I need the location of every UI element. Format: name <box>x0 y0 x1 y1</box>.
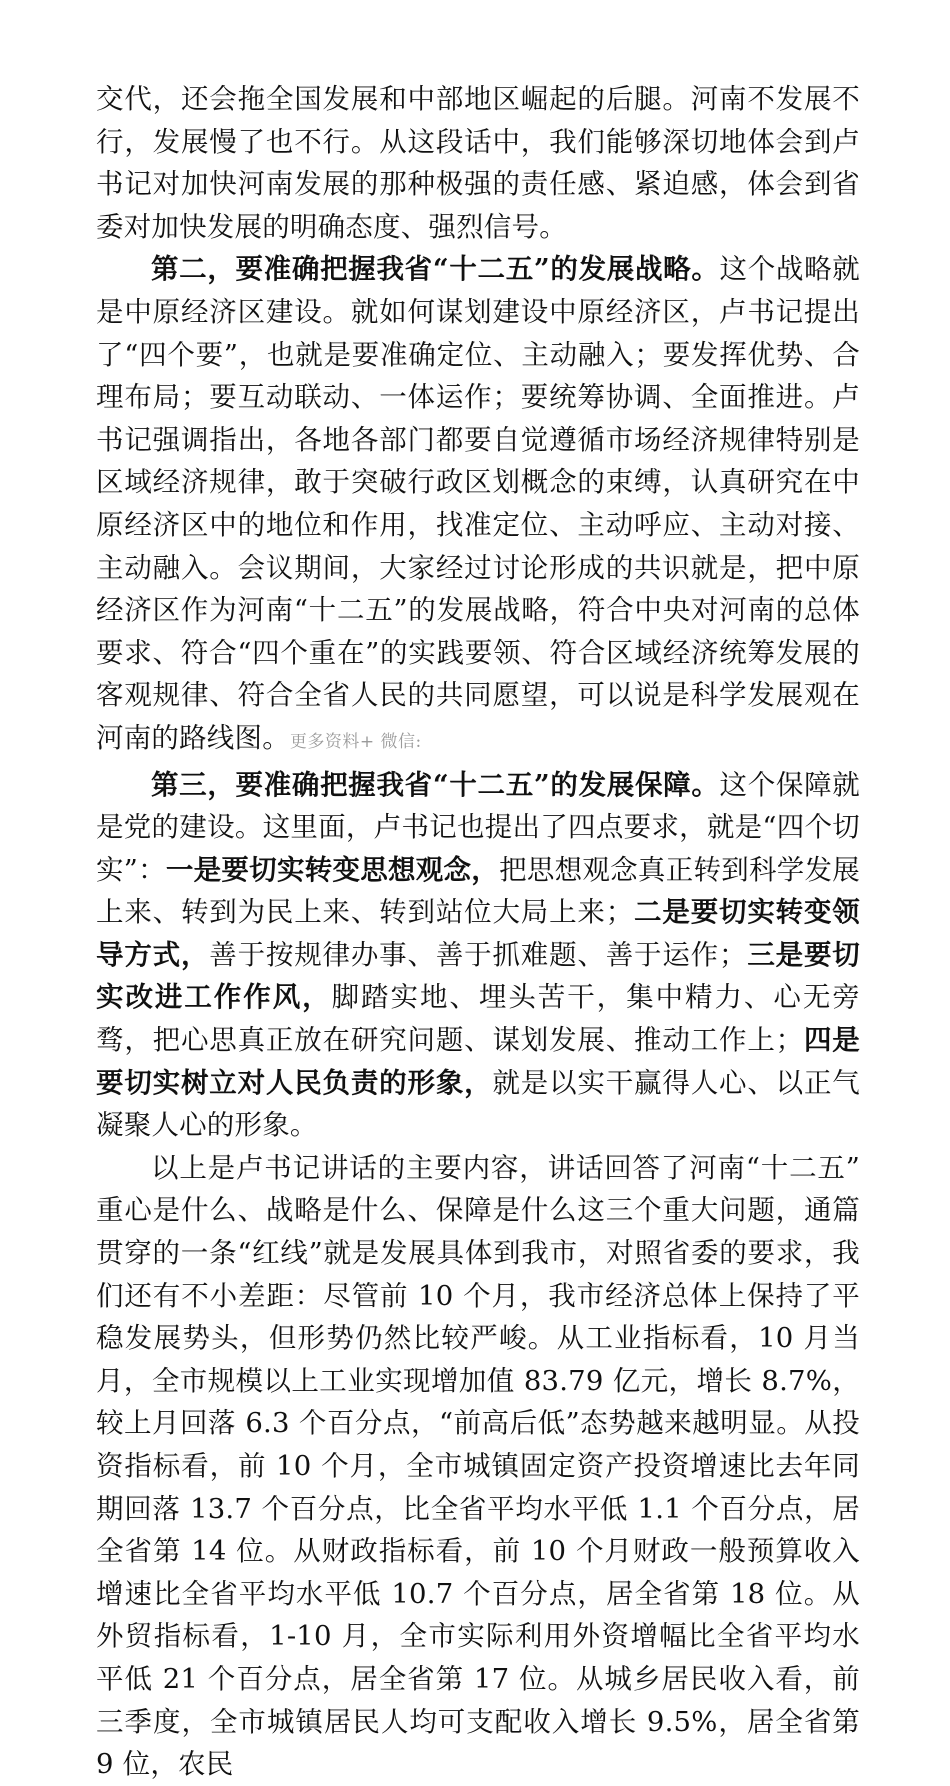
text-run: 这个保障就是党的建设。这里面，卢书记也提出了四点要求，就是“四个切实”： <box>96 768 860 886</box>
paragraph-summary <box>96 1147 860 1786</box>
heading-run-third-point: 第三，要准确把握我省“十二五”的发展保障。 <box>151 768 720 801</box>
text-run: 善于按规律办事、善于抓难题、善于运作； <box>209 938 747 971</box>
paragraph-third-point <box>96 764 860 1147</box>
watermark-text: 更多资料+ 微信: <box>289 731 422 752</box>
text-run: 交代，还会拖全国发展和中部地区崛起的后腿。河南不发展不行，发展慢了也不行。从这段话中，我们能够深切地体会到卢书记对加快河南发展的那种极强的责任感、紧迫感，体会到省委对加快发展的明确态度、强烈信号。 <box>96 83 860 243</box>
document-text-column <box>96 78 860 1786</box>
text-run: 以上是卢书记讲话的主要内容，讲话回答了河南“十二五”重心是什么、战略是什么、保障是什么这三个重大问题，通篇贯穿的一条“红线”就是发展具体到我市，对照省委的要求，我们还有不小差距：尽管前 10 个月，我市经济总体上保持了平稳发展势头，但形势仍然比较严峻。从工业指标看，10 月当月，全市规模以上工业实现增加值 83.79 亿元，增长 8.7%，较上月回落 6.3 个百分点，“前高后低”态势越来越明显。从投资指标看，前 10 个月，全市城镇固定资产投资增速比去年同期回落 13.7 个百分点，比全省平均水平低 1.1 个百分点，居全省第 14 位。从财政指标看，前 10 个月财政一般预算收入增速比全省平均水平低 10.7 个百分点，居全省第 18 位。从外贸指标看，1-10 月，全市实际利用外资增幅比全省平均水平低 21 个百分点，居全省第 17 位。从城乡居民收入看，前三季度，全市城镇居民人均可支配收入增长 9.5%，居全省第 9 位，农民 <box>96 1151 860 1781</box>
paragraph-continuation <box>96 78 860 248</box>
emphasis-run-third-item: 三是要切实改进工作作风， <box>96 938 860 1014</box>
text-run: 就是以实干赢得人心、以正气凝聚人心的形象。 <box>96 1066 860 1142</box>
emphasis-run-fourth-item: 四是要切实树立对人民负责的形象， <box>96 1024 860 1099</box>
text-run: 把思想观念真正转到科学发展上来、转到为民上来、转到站位大局上来； <box>96 853 860 929</box>
text-run: 这个战略就是中原经济区建设。就如何谋划建设中原经济区，卢书记提出了“四个要”，也就是要准确定位、主动融入；要发挥优势、合理布局；要互动联动、一体运作；要统筹协调、全面推进。卢书记强调指出，各地各部门都要自觉遵循市场经济规律特别是区域经济规律，敢于突破行政区划概念的束缚，认真研究在中原经济区中的地位和作用，找准定位、主动呼应、主动对接、主动融入。会议期间，大家经过讨论形成的共识就是，把中原经济区作为河南“十二五”的发展战略，符合中央对河南的总体要求、符合“四个重在”的实践要领、符合区域经济统筹发展的客观规律、符合全省人民的共同愿望，可以说是科学发展观在河南的路线图。 <box>96 253 860 754</box>
emphasis-run-first-item: 一是要切实转变思想观念， <box>165 853 500 886</box>
text-run: 脚踏实地、埋头苦干，集中精力、心无旁骛，把心思真正放在研究问题、谋划发展、推动工作上； <box>96 981 860 1057</box>
heading-run-second-point: 第二，要准确把握我省“十二五”的发展战略。 <box>151 253 720 286</box>
emphasis-run-second-item: 二是要切实转变领导方式， <box>96 896 860 971</box>
paragraph-second-point <box>96 248 860 763</box>
